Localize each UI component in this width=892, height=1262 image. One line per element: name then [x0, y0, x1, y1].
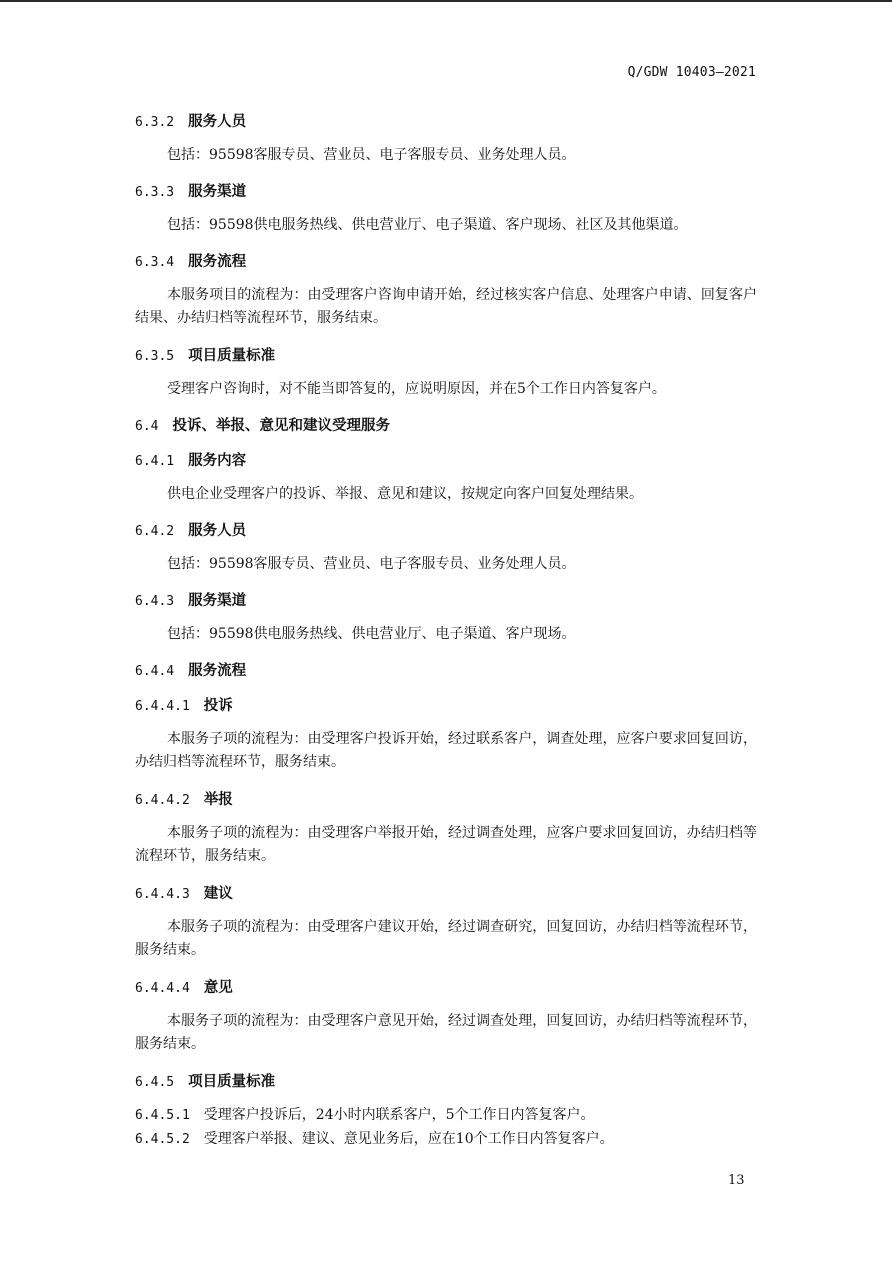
section-paragraph: 本服务子项的流程为：由受理客户举报开始，经过调查处理，应客户要求回复回访，办结归档等流程环节，服务结束。 — [135, 825, 757, 864]
section-paragraph: 本服务子项的流程为：由受理客户投诉开始，经过联系客户，调查处理，应客户要求回复回访，办结归档等流程环节，服务结束。 — [135, 731, 757, 770]
section-paragraph: 本服务子项的流程为：由受理客户建议开始，经过调查研究，回复回访，办结归档等流程环节，服务结束。 — [135, 919, 757, 958]
list-item: 6.4.5.2 受理客户举报、建议、意见业务后，应在10个工作日内答复客户。 — [135, 1131, 614, 1147]
section-paragraph: 本服务子项的流程为：由受理客户意见开始，经过调查处理，回复回访，办结归档等流程环节，服务结束。 — [135, 1013, 757, 1052]
section-paragraph: 包括：95598客服专员、营业员、电子客服专员、业务处理人员。 — [167, 147, 576, 163]
document-code: Q/GDW 10403—2021 — [627, 65, 756, 80]
section-heading: 6.4.5 项目质量标准 — [135, 1074, 276, 1090]
section-paragraph: 包括：95598客服专员、营业员、电子客服专员、业务处理人员。 — [167, 556, 576, 572]
section-paragraph: 供电企业受理客户的投诉、举报、意见和建议，按规定向客户回复处理结果。 — [167, 486, 643, 502]
section-heading: 6.3.2 服务人员 — [135, 114, 247, 130]
section-heading: 6.4.4.1 投诉 — [135, 698, 233, 714]
section-paragraph: 本服务项目的流程为：由受理客户咨询申请开始，经过核实客户信息、处理客户申请、回复客户结果、办结归档等流程环节，服务结束。 — [135, 287, 757, 326]
section-paragraph: 受理客户咨询时，对不能当即答复的，应说明原因，并在5个工作日内答复客户。 — [167, 381, 666, 397]
section-paragraph: 包括：95598供电服务热线、供电营业厅、电子渠道、客户现场。 — [167, 626, 576, 642]
list-item: 6.4.5.1 受理客户投诉后，24小时内联系客户，5个工作日内答复客户。 — [135, 1107, 595, 1123]
section-heading: 6.4.4 服务流程 — [135, 663, 247, 679]
section-heading: 6.4.2 服务人员 — [135, 523, 247, 539]
section-heading: 6.4.1 服务内容 — [135, 453, 247, 469]
page-number: 13 — [728, 1173, 745, 1188]
section-heading: 6.3.4 服务流程 — [135, 254, 247, 270]
top-border — [0, 0, 892, 2]
section-heading: 6.4.3 服务渠道 — [135, 593, 247, 609]
section-heading: 6.4.4.2 举报 — [135, 792, 233, 808]
section-paragraph: 包括：95598供电服务热线、供电营业厅、电子渠道、客户现场、社区及其他渠道。 — [167, 217, 688, 233]
section-heading: 6.4.4.3 建议 — [135, 886, 233, 902]
section-heading: 6.4.4.4 意见 — [135, 980, 233, 996]
section-heading: 6.4 投诉、举报、意见和建议受理服务 — [135, 418, 390, 434]
section-heading: 6.3.5 项目质量标准 — [135, 348, 276, 364]
section-heading: 6.3.3 服务渠道 — [135, 184, 247, 200]
